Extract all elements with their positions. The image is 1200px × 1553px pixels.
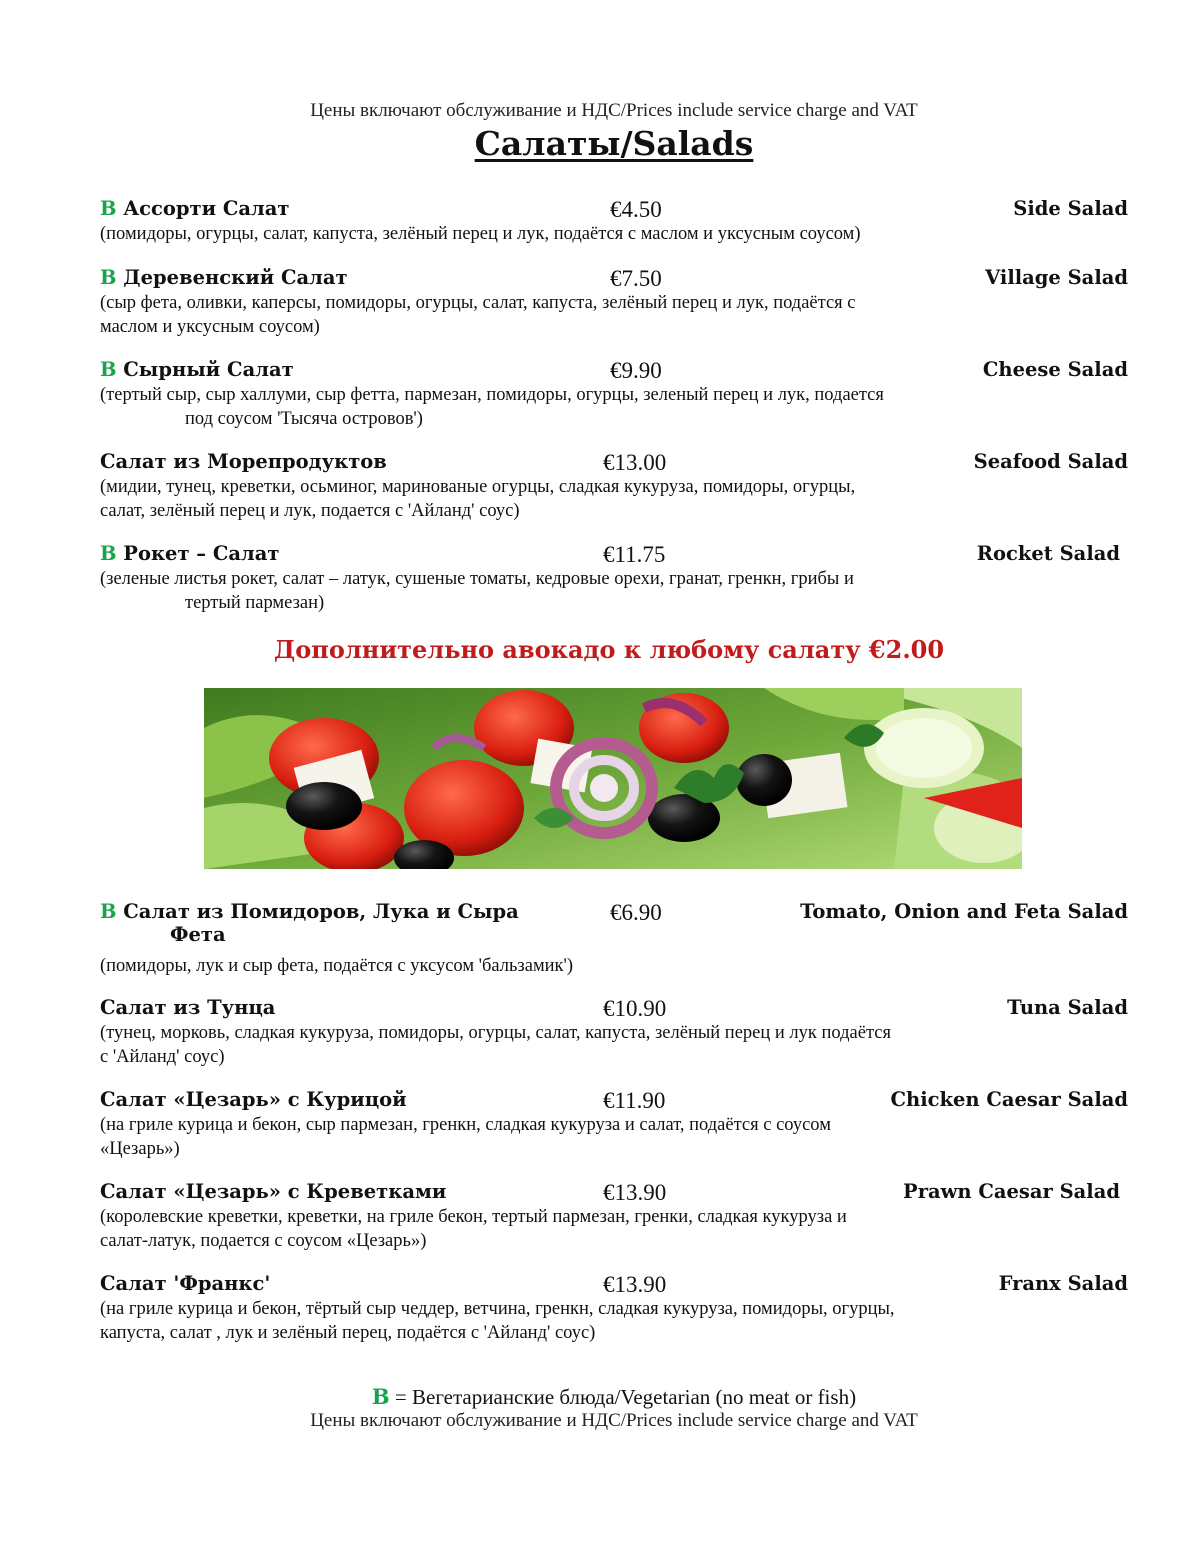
vegetarian-legend: B = Вегетарианские блюда/Vegetarian (no meat or fish)	[371, 1384, 857, 1409]
veg-mark: B	[100, 542, 117, 565]
item-name-ru: B Рокет – Салат	[100, 542, 280, 565]
item-description: (помидоры, огурцы, салат, капуста, зелёный перец и лук, подаётся с маслом и уксусным соусом)	[100, 224, 861, 244]
item-name-en: Side Salad	[1013, 197, 1128, 220]
item-name-en: Seafood Salad	[973, 450, 1128, 473]
veg-mark: B	[371, 1384, 390, 1409]
item-price: €9.90	[610, 358, 662, 383]
top-notice: Цены включают обслуживание и НДС/Prices include service charge and VAT	[310, 100, 918, 121]
item-name-ru: Салат 'Франкс'	[100, 1272, 271, 1295]
item-name-en: Cheese Salad	[982, 358, 1128, 381]
item-description: (на гриле курица и бекон, тёртый сыр чеддер, ветчина, гренкн, сладкая кукуруза, помидоры, огурцы, капуста, салат , лук и зелёный перец, подаётся с 'Айланд' соус)	[100, 1299, 895, 1343]
item-name-ru: B Сырный Салат	[100, 358, 294, 381]
salad-photo	[204, 688, 1022, 869]
page-title: Салаты/Salads	[474, 124, 754, 163]
item-name-ru: B Деревенский Салат	[100, 266, 348, 289]
item-price: €11.75	[603, 542, 666, 567]
avocado-extra-note: Дополнительно авокадо к любому салату €2.00	[273, 635, 945, 664]
item-description: (на гриле курица и бекон, сыр пармезан, гренкн, сладкая кукуруза и салат, подаётся с соусом «Цезарь»)	[100, 1115, 831, 1159]
item-name-en: Franx Salad	[998, 1272, 1128, 1295]
item-description: (королевские креветки, креветки, на гриле бекон, тертый пармезан, гренки, сладкая кукуруза и салат-латук, подается с соусом «Цезарь»)	[100, 1207, 847, 1251]
item-name-ru: Салат из Тунца	[100, 996, 276, 1019]
item-description: (сыр фета, оливки, каперсы, помидоры, огурцы, салат, капуста, зелёный перец и лук, подаётся с маслом и уксусным соусом)	[100, 293, 856, 337]
item-name-en: Prawn Caesar Salad	[903, 1180, 1120, 1203]
item-name-en: Tuna Salad	[1007, 996, 1128, 1019]
item-name-ru: B Ассорти Салат	[100, 197, 290, 220]
item-name-ru: Салат «Цезарь» с Курицой	[100, 1088, 407, 1111]
veg-mark: B	[100, 197, 117, 220]
item-price: €11.90	[603, 1088, 666, 1113]
item-description: (помидоры, лук и сыр фета, подаётся с уксусом 'бальзамик')	[100, 956, 574, 976]
salad-illustration	[204, 688, 1022, 869]
veg-mark: B	[100, 358, 117, 381]
item-description: (мидии, тунец, креветки, осьминог, маринованые огурцы, сладкая кукуруза, помидоры, огурцы, салат, зелёный перец и лук, подается с 'Айланд' соус)	[100, 477, 856, 521]
veg-mark: B	[100, 266, 117, 289]
item-price: €6.90	[610, 900, 662, 925]
item-price: €7.50	[610, 266, 662, 291]
item-name-ru: Салат «Цезарь» с Креветками	[100, 1180, 447, 1203]
item-price: €10.90	[603, 996, 667, 1021]
item-price: €13.00	[603, 450, 667, 475]
veg-mark: B	[100, 900, 117, 923]
bottom-notice: Цены включают обслуживание и НДС/Prices include service charge and VAT	[310, 1410, 918, 1431]
item-name-en: Tomato, Onion and Feta Salad	[800, 900, 1128, 923]
item-description: (зеленые листья рокет, салат – латук, сушеные томаты, кедровые орехи, гранат, гренкн, грибы и тертый пармезан)	[100, 569, 854, 613]
item-name-en: Rocket Salad	[976, 542, 1120, 565]
item-name-ru: B Салат из Помидоров, Лука и Сыра Фета	[100, 900, 519, 946]
item-name-en: Chicken Caesar Salad	[890, 1088, 1128, 1111]
item-price: €13.90	[603, 1180, 667, 1205]
item-description: (тертый сыр, сыр халлуми, сыр фетта, пармезан, помидоры, огурцы, зеленый перец и лук, подается под соусом 'Тысяча островов')	[100, 385, 884, 429]
item-name-en: Village Salad	[985, 266, 1128, 289]
item-description: (тунец, морковь, сладкая кукуруза, помидоры, огурцы, салат, капуста, зелёный перец и лук подаётся с 'Айланд' соус)	[100, 1023, 892, 1067]
item-name-ru: Салат из Морепродуктов	[100, 450, 387, 473]
item-price: €13.90	[603, 1272, 667, 1297]
item-price: €4.50	[610, 197, 662, 222]
